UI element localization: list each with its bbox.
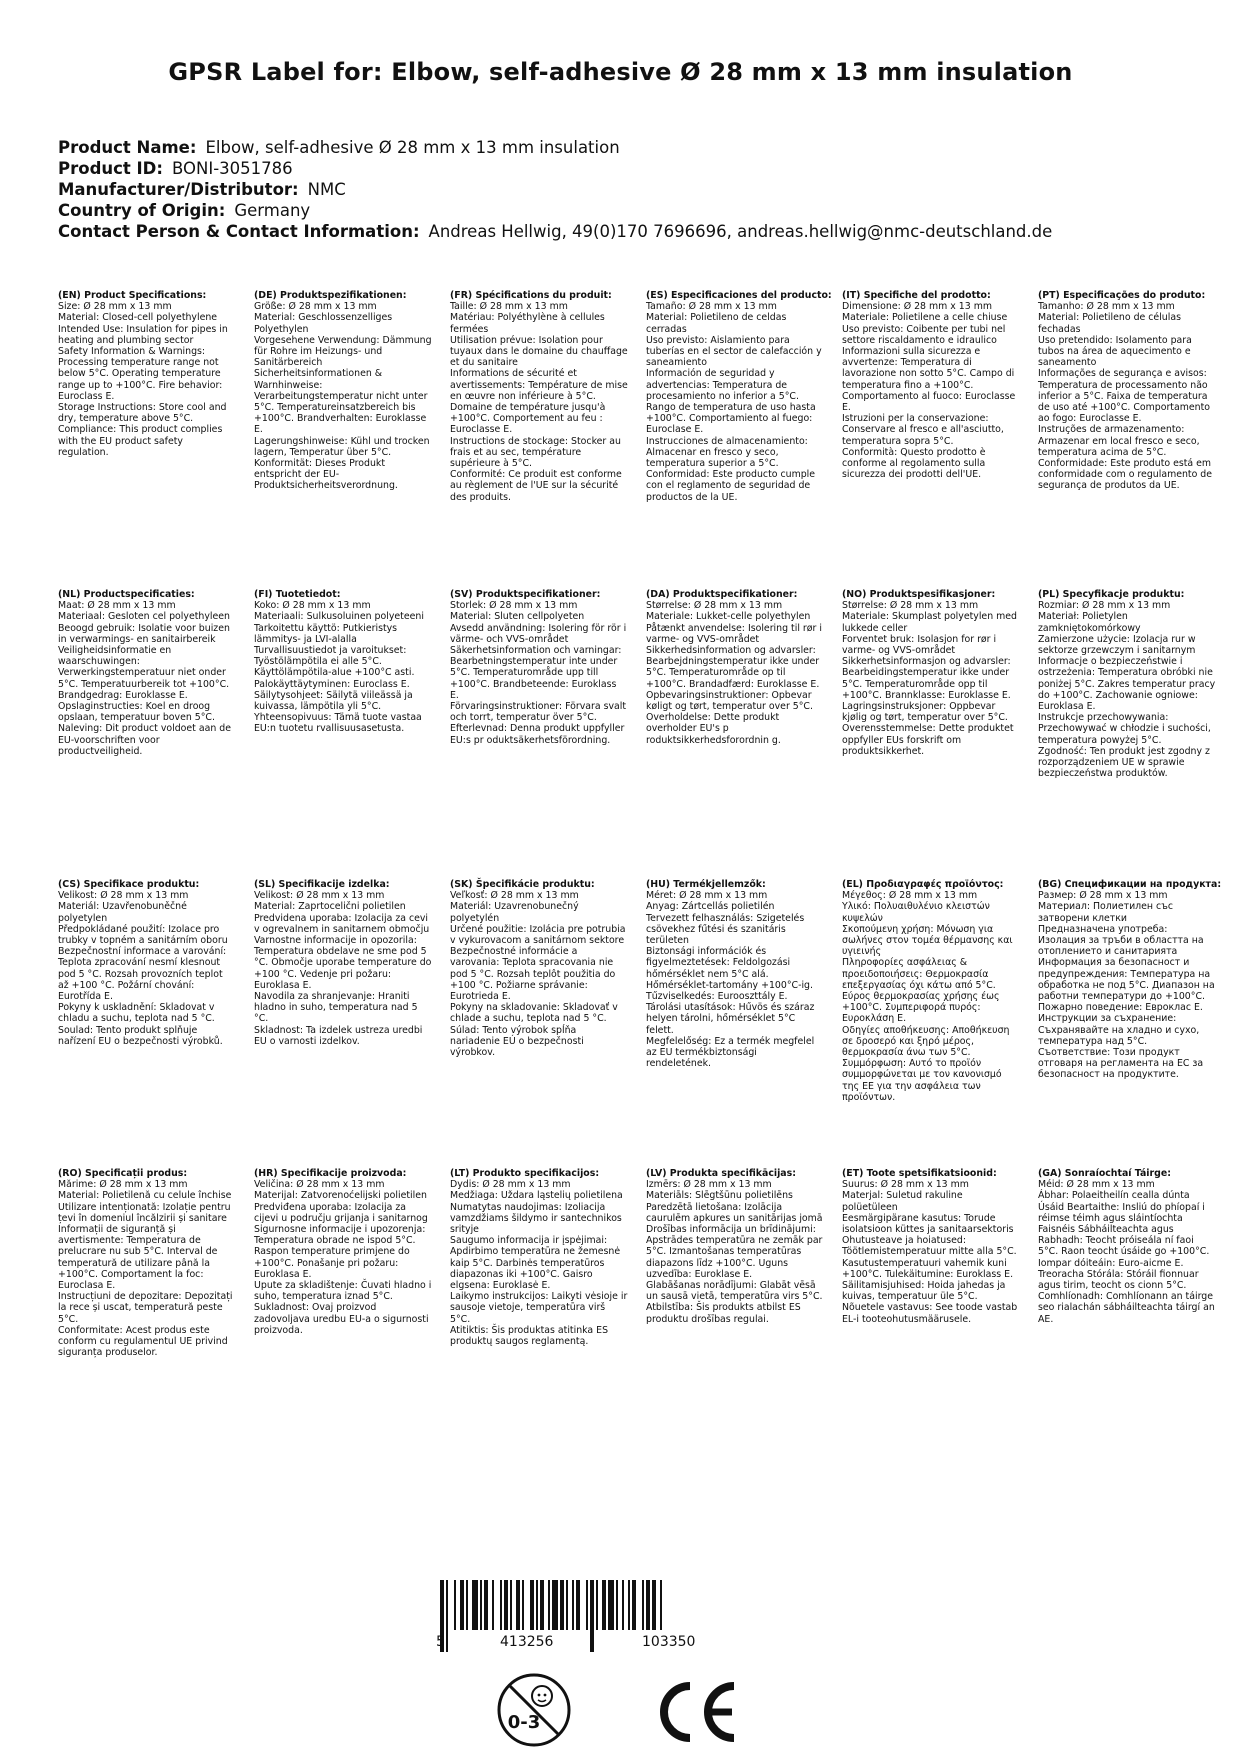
spec-block — [1038, 589, 1216, 779]
spec-line: Material: Polietileno de celdas cerradas — [646, 312, 787, 335]
spec-block — [842, 290, 1020, 480]
spec-line: Velikost: Ø 28 mm x 13 mm — [254, 890, 385, 902]
barcode-bar — [660, 1580, 662, 1630]
spec-block — [646, 1168, 824, 1325]
spec-line: Utilizare intenționată: Izolație pentru țevi în domeniul încălzirii și sanitare — [58, 1201, 231, 1224]
spec-line: Istruzioni per la conservazione: Conservare al fresco e all'asciutto, temperatura sopra 5°C. — [842, 413, 1004, 447]
spec-block-header: (HU) Termékjellemzők: — [646, 879, 766, 890]
spec-line: Uso previsto: Coibente per tubi nel settore riscaldamento e idraulico — [842, 323, 1006, 346]
spec-block — [450, 1168, 628, 1347]
barcode-bar — [572, 1580, 574, 1630]
barcode-bar — [500, 1580, 502, 1630]
spec-line: Sigurnosne informacije i upozorenja: Temperatura obrade ne ispod 5°C. Raspon temperature primjene do +100°C. Ponašanje pri požaru: Euroklasa E. — [254, 1224, 426, 1280]
spec-block-header: (BG) Спецификации на продукта: — [1038, 879, 1222, 890]
spec-block — [842, 879, 1020, 1103]
barcode-image — [430, 1580, 750, 1652]
spec-block-header: (EN) Product Specifications: — [58, 290, 207, 301]
spec-line: Tervezett felhasználás: Szigetelés csövekhez fűtési és szanitáris területen — [646, 912, 805, 947]
barcode-digits-left: 413256 — [500, 1634, 554, 1650]
spec-line: Instrucciones de almacenamiento: Almacenar en fresco y seco, temperatura superior a 5°C. — [646, 435, 808, 470]
spec-line: Conformità: Questo prodotto è conforme al regolamento sulla sicurezza dei prodotti dell'UE. — [842, 446, 986, 481]
spec-line: Súlad: Tento výrobok spĺňa nariadenie EÚ o bezpečnosti výrobkov. — [450, 1024, 584, 1059]
spec-line: Predvidena uporaba: Izolacija za cevi v ogrevalnem in sanitarnem območju — [254, 912, 430, 935]
spec-line: Nõuetele vastavus: See toode vastab EL-i tooteohutusmäärusele. — [842, 1302, 1018, 1325]
spec-line: Maat: Ø 28 mm x 13 mm — [58, 600, 176, 612]
manufacturer-label: Manufacturer/Distributor: — [58, 180, 299, 199]
spec-line: Instrucțiuni de depozitare: Depozitați la rece și uscat, temperatură peste 5°C. — [58, 1291, 233, 1325]
spec-line: Pokyny na skladovanie: Skladovať v chlade a suchu, teplota nad 5 °C. — [450, 1002, 618, 1025]
spec-line: Naleving: Dit product voldoet aan de EU-voorschriften voor productveiligheid. — [58, 723, 231, 757]
spec-line: Информация за безопасност и предупреждения: Температура на обработка не под 5°C. Диапазон на работни температури до +100°C. Пожарно поведение: Евроклас E. — [1038, 957, 1215, 1014]
spec-line: Upute za skladištenje: Čuvati hladno i suho, temperatura iznad 5°C. — [254, 1280, 432, 1303]
spec-block-header: (ET) Toote spetsifikatsioonid: — [842, 1168, 997, 1179]
spec-line: Предназначена употреба: Изолация за тръби в областта на отоплението и санитарията — [1038, 923, 1204, 958]
spec-line: Úsáid Beartaithe: Insliú do phíopaí i réimse téimh agus sláintíochta — [1038, 1201, 1205, 1224]
spec-block-header: (PT) Especificações do produto: — [1038, 290, 1206, 301]
spec-line: Размер: Ø 28 mm x 13 mm — [1038, 890, 1168, 902]
spec-line: Overensstemmelse: Dette produktet oppfyller EUs forskrift om produktsikkerhet. — [842, 723, 1014, 757]
spec-line: Předpokládané použití: Izolace pro trubky v topném a sanitárním oboru — [58, 923, 228, 947]
barcode-bar — [522, 1580, 524, 1630]
spec-block-header: (NL) Productspecificaties: — [58, 589, 195, 600]
barcode-bar — [552, 1580, 558, 1630]
spec-line: Conformitate: Acest produs este conform cu regulamentul UE privind siguranța produselor. — [58, 1324, 228, 1359]
barcode-bar — [652, 1580, 656, 1630]
spec-line: Πληροφορίες ασφάλειας & προειδοποιήσεις: Θερμοκρασία επεξεργασίας όχι κάτω από 5°C. Εύρος θερμοκρασίας χρήσης έως +100°C. Συμπεριφορά πυρός: Ευροκλάση E. — [842, 957, 1000, 1025]
spec-block — [58, 879, 236, 1047]
spec-line: Dydis: Ø 28 mm x 13 mm — [450, 1179, 571, 1191]
spec-line: Lagringsinstruksjoner: Oppbevar kjølig og tørt, temperatur over 5°C. — [842, 701, 1008, 724]
spec-line: Treoracha Stórála: Stóráil fionnuar agus tirim, teocht os cionn 5°C. — [1038, 1268, 1199, 1292]
spec-line: Beoogd gebruik: Isolatie voor buizen in verwarmings- en sanitairbereik — [58, 622, 230, 645]
spec-line: Sikkerhetsinformasjon og advarsler: Bearbeidingstemperatur ikke under 5°C. Temperaturområde opp til +100°C. Brannklasse: Euroklasse E. — [842, 656, 1011, 701]
spec-line: Materiaal: Gesloten cel polyethyleen — [58, 611, 230, 623]
spec-line: Konformität: Dieses Produkt entspricht der EU-Produktsicherheitsverordnung. — [254, 458, 398, 492]
ce-mark-icon — [654, 1680, 738, 1744]
spec-line: Ábhar: Polaeitheilín cealla dúnta — [1038, 1190, 1190, 1202]
spec-line: Materiaali: Sulkusoluinen polyeteeni — [254, 611, 424, 623]
spec-line: Materijal: Zatvorenoćelijski polietilen — [254, 1190, 427, 1202]
spec-line: Vorgesehene Verwendung: Dämmung für Rohre im Heizungs- und Sanitärbereich — [254, 334, 432, 369]
barcode-bar — [642, 1580, 644, 1630]
product-name-row — [58, 137, 1052, 158]
spec-line: Conformité: Ce produit est conforme au règlement de l'UE sur la sécurité des produits. — [450, 469, 622, 503]
spec-block — [1038, 290, 1216, 492]
barcode-bar — [446, 1580, 448, 1652]
spec-line: Tamanho: Ø 28 mm x 13 mm — [1038, 301, 1175, 313]
spec-line: Veličina: Ø 28 mm x 13 mm — [254, 1179, 385, 1191]
barcode-bar — [540, 1580, 544, 1630]
spec-line: Lagerungshinweise: Kühl und trocken lagern, Temperatur über 5°C. — [254, 435, 430, 458]
spec-line: Atbilstība: Šis produkts atbilst ES produktu drošības regulai. — [646, 1302, 801, 1325]
spec-line: Säilitamisjuhised: Hoida jahedas ja kuivas, temperatuur üle 5°C. — [842, 1280, 1006, 1303]
spec-line: Anyag: Zártcellás polietilén — [646, 901, 775, 913]
spec-line: Atitiktis: Šis produktas atitinka ES produktų saugos reglamentą. — [450, 1324, 609, 1348]
spec-block — [254, 589, 432, 735]
barcode-digits-right: 103350 — [642, 1634, 696, 1650]
spec-line: Faisnéis Sábháilteachta agus Rabhadh: Teocht próiseála ní faoi 5°C. Raon teocht úsáide go +100°C. Iompar dóiteáin: Euro-aicme E. — [1038, 1224, 1210, 1269]
barcode-bar — [516, 1580, 520, 1630]
spec-block-header: (EL) Προδιαγραφές προϊόντος: — [842, 879, 1004, 890]
barcode-bar — [628, 1580, 630, 1630]
spec-line: Material: Sluten cellpolyeten — [450, 611, 585, 623]
spec-block-header: (SV) Produktspecifikationer: — [450, 589, 601, 600]
spec-block — [646, 290, 832, 503]
barcode-bar — [608, 1580, 614, 1630]
spec-line: Veľkosť: Ø 28 mm x 13 mm — [450, 890, 579, 902]
spec-line: Tarkoitettu käyttö: Putkieristys lämmitys- ja LVI-alalla — [254, 622, 398, 645]
spec-line: Avsedd användning: Isolering för rör i värme- och VVS-området — [450, 622, 627, 645]
spec-line: Instruções de armazenamento: Armazenar em local fresco e seco, temperatura acima de 5°C. — [1038, 424, 1200, 458]
spec-line: Förvaringsinstruktioner: Förvara svalt och torrt, temperatur över 5°C. — [450, 701, 627, 724]
spec-block — [646, 589, 824, 746]
spec-line: Uso pretendido: Isolamento para tubos na área de aquecimento e saneamento — [1038, 334, 1192, 369]
barcode-bar — [536, 1580, 538, 1630]
spec-line: Materiale: Lukket-celle polyethylen — [646, 611, 811, 623]
spec-line: Μέγεθος: Ø 28 mm x 13 mm — [842, 890, 978, 902]
barcode-bar — [484, 1580, 488, 1630]
spec-line: Zgodność: Ten produkt jest zgodny z rozporządzeniem UE w sprawie bezpieczeństwa produktów. — [1038, 745, 1210, 780]
spec-line: Инструкции за съхранение: Съхранявайте на хладно и сухо, температура над 5°C. — [1038, 1013, 1200, 1047]
product-name-label: Product Name: — [58, 138, 197, 157]
spec-line: Pokyny k uskladnění: Skladovat v chladu a suchu, teplota nad 5 °C. — [58, 1002, 215, 1025]
spec-line: Numatytas naudojimas: Izoliacija vamzdžiams šildymo ir santechnikos srityje — [450, 1201, 622, 1236]
spec-line: Glabāšanas norādījumi: Glabāt vēsā un sausā vietā, temperatūra virs 5°C. — [646, 1280, 823, 1303]
spec-line: Matériau: Polyéthylène à cellules fermées — [450, 312, 605, 335]
spec-line: Συμμόρφωση: Αυτό το προϊόν συμμορφώνεται με τον κανονισμό της ΕΕ για την ασφάλεια των προϊόντων. — [842, 1058, 1002, 1103]
spec-block-header: (ES) Especificaciones del producto: — [646, 290, 832, 301]
spec-block-header: (IT) Specifiche del prodotto: — [842, 290, 991, 301]
spec-line: Sukladnost: Ovaj proizvod zadovoljava uredbu EU-a o sigurnosti proizvoda. — [254, 1302, 429, 1336]
spec-block — [58, 589, 236, 757]
spec-line: Σκοπούμενη χρήση: Μόνωση για σωλήνες στον τομέα θέρμανσης και υγιεινής — [842, 923, 1013, 958]
spec-line: Materiał: Polietylen zamkniętokomórkowy — [1038, 611, 1141, 634]
spec-block-header: (FR) Spécifications du produit: — [450, 290, 612, 301]
barcode-bar — [576, 1580, 580, 1630]
barcode-bar — [480, 1580, 482, 1630]
spec-line: Forventet bruk: Isolasjon for rør i varme- og VVS-området — [842, 633, 997, 657]
spec-line: Mărime: Ø 28 mm x 13 mm — [58, 1179, 188, 1191]
product-id-value: BONI-3051786 — [171, 159, 293, 178]
spec-line: Sicherheitsinformationen & Warnhinweise: Verarbeitungstemperatur nicht unter 5°C. Temperatureinsatzbereich bis +100°C. Brandverhalten: Euroklasse E. — [254, 368, 428, 436]
spec-block — [254, 1168, 432, 1336]
spec-block-header: (LT) Produkto specifikacijos: — [450, 1168, 600, 1179]
age-label: 0-3 — [507, 1712, 541, 1733]
spec-block-header: (GA) Sonraíochtaí Táirge: — [1038, 1168, 1171, 1179]
contact-label: Contact Person & Contact Information: — [58, 222, 420, 241]
age-restriction-icon — [496, 1672, 572, 1748]
spec-block-header: (NO) Produktspesifikasjoner: — [842, 589, 996, 600]
spec-block — [450, 879, 628, 1058]
spec-line: Saugumo informacija ir įspėjimai: Apdirbimo temperatūra ne žemesnė kaip 5°C. Darbinės temperatūros diapazonas iki +100°C. Gaisro elgsena: Euroklasė E. — [450, 1235, 621, 1292]
barcode-bar — [632, 1580, 636, 1630]
spec-line: Material: Zaprtocelični polietilen — [254, 901, 406, 913]
barcode-bar — [590, 1580, 594, 1652]
spec-line: Méret: Ø 28 mm x 13 mm — [646, 890, 768, 902]
manufacturer-value: NMC — [307, 180, 346, 199]
spec-block — [58, 1168, 236, 1358]
spec-line: Størrelse: Ø 28 mm x 13 mm — [842, 600, 979, 612]
barcode-bar — [602, 1580, 606, 1630]
barcode-digit-lead: 5 — [436, 1634, 445, 1650]
spec-line: Υλικό: Πολυαιθυλένιο κλειστών κυψελών — [842, 901, 990, 924]
spec-block — [1038, 879, 1222, 1081]
spec-line: Suurus: Ø 28 mm x 13 mm — [842, 1179, 969, 1191]
spec-line: Veiligheidsinformatie en waarschuwingen: Verwerkingstemperatuur niet onder 5°C. Temperatuurbereik tot +100°C. Brandgedrag: Euroklasse E. — [58, 645, 230, 701]
spec-line: Materjal: Suletud rakuline polüetüleen — [842, 1190, 963, 1213]
barcode-bar — [548, 1580, 550, 1630]
spec-block-header: (HR) Specifikacije proizvoda: — [254, 1168, 407, 1179]
spec-line: Säilytysohjeet: Säilytä viileässä ja kuivassa, lämpötila yli 5°C. — [254, 689, 413, 713]
spec-line: Predviđena uporaba: Izolacija za cijevi u području grijanja i sanitarnog — [254, 1201, 428, 1224]
spec-block — [58, 290, 236, 458]
spec-line: Material: Closed-cell polyethylene — [58, 312, 218, 324]
spec-line: Uso previsto: Aislamiento para tuberías en el sector de calefacción y saneamiento — [646, 334, 822, 369]
barcode-bar — [646, 1580, 650, 1630]
spec-line: Storlek: Ø 28 mm x 13 mm — [450, 600, 578, 612]
barcode-bar — [622, 1580, 624, 1630]
barcode-bar — [596, 1580, 598, 1630]
spec-line: Méid: Ø 28 mm x 13 mm — [1038, 1179, 1155, 1191]
spec-line: Efterlevnad: Denna produkt uppfyller EU:s pr oduktsäkerhetsförordning. — [450, 723, 625, 746]
spec-line: Overholdelse: Dette produkt overholder EU's p roduktsikkerhedsforordnin g. — [646, 712, 781, 746]
spec-line: Opbevaringsinstruktioner: Opbevar køligt og tørt, temperatur over 5°C. — [646, 689, 813, 713]
spec-line: Compliance: This product complies with the EU product safety regulation. — [58, 424, 223, 458]
spec-line: Eesmärgipärane kasutus: Torude isolatsioon küttes ja sanitaarsektoris — [842, 1212, 1014, 1236]
spec-line: Tamaño: Ø 28 mm x 13 mm — [646, 301, 777, 313]
spec-line: Size: Ø 28 mm x 13 mm — [58, 301, 172, 313]
spec-line: Bezpečnostné informácie a varovania: Teplota spracovania nie pod 5 °C. Rozsah teplôt použitia do +100 °C. Požiarne správanie: Eurotrieda E. — [450, 946, 616, 1003]
spec-line: Materiál: Uzavřenobuněčné polyetylen — [58, 901, 187, 924]
spec-block — [254, 879, 432, 1047]
barcode-bar — [466, 1580, 468, 1630]
spec-line: Turvallisuustiedot ja varoitukset: Työstölämpötila ei alle 5°C. Käyttölämpötila-alue +100°C asti. Palokäyttäytyminen: Euroclass E. — [254, 645, 415, 690]
spec-line: Opslaginstructies: Koel en droog opslaan, temperatuur boven 5°C. — [58, 701, 215, 724]
country-label: Country of Origin: — [58, 201, 226, 220]
spec-line: Materiāls: Slēgtšūnu polietilēns — [646, 1190, 793, 1202]
spec-line: Instructions de stockage: Stocker au frais et au sec, température supérieure à 5°C. — [450, 435, 621, 470]
spec-line: Megfelelőség: Ez a termék megfelel az EU termékbiztonsági rendeletének. — [646, 1035, 815, 1070]
spec-block — [1038, 1168, 1216, 1325]
spec-line: Koko: Ø 28 mm x 13 mm — [254, 600, 371, 612]
spec-line: Soulad: Tento produkt splňuje nařízení EU o bezpečnosti výrobků. — [58, 1024, 223, 1047]
spec-line: Informații de siguranță și avertismente: Temperatura de prelucrare nu sub 5°C. Interval de temperatură de utilizare până la +100°C. Comportament la foc: Euroclasa E. — [58, 1224, 218, 1292]
spec-line: Rozmiar: Ø 28 mm x 13 mm — [1038, 600, 1171, 612]
page-title: GPSR Label for: Elbow, self-adhesive Ø 28 mm x 13 mm insulation — [168, 58, 1073, 86]
product-name-value: Elbow, self-adhesive Ø 28 mm x 13 mm insulation — [205, 138, 620, 157]
spec-line: Izmērs: Ø 28 mm x 13 mm — [646, 1179, 772, 1191]
spec-line: Informazioni sulla sicurezza e avvertenze: Temperatura di lavorazione non sotto 5°C. Campo di temperatura fino a +100°C. Comportamento al fuoco: Euroclasse E. — [842, 346, 1016, 414]
spec-line: Säkerhetsinformation och varningar: Bearbetningstemperatur inte under 5°C. Temperaturområde upp till +100°C. Brandbeteende: Euroklass E. — [450, 645, 622, 701]
spec-line: Intended Use: Insulation for pipes in heating and plumbing sector — [58, 323, 228, 346]
spec-line: Biztonsági információk és figyelmeztetések: Feldolgozási hőmérséklet nem 5°C alá. Hőmérséklet-tartomány +100°C-ig. Tűzviselkedés: Eurooszttály E. — [646, 946, 813, 1003]
spec-line: Určené použitie: Izolácia pre potrubia v vykurovacom a sanitárnom sektore — [450, 923, 626, 947]
spec-line: Οδηγίες αποθήκευσης: Αποθήκευση σε δροσερό και ξηρό μέρος, θερμοκρασία άνω των 5°C. — [842, 1024, 1010, 1059]
product-info — [58, 137, 1052, 242]
spec-line: Material: Polietileno de células fechadas — [1038, 312, 1181, 335]
spec-line: Material: Geschlossenzelliges Polyethylen — [254, 312, 393, 335]
barcode-bar — [566, 1580, 568, 1630]
spec-line: Bezpečnostní informace a varování: Teplota zpracování nesmí klesnout pod 5 °C. Rozsah provozních teplot až +100 °C. Požární chování: Eurotřída E. — [58, 946, 227, 1003]
spec-block-header: (DA) Produktspecifikationer: — [646, 589, 798, 600]
spec-block-header: (PL) Specyfikacje produktu: — [1038, 589, 1185, 600]
spec-block — [450, 290, 628, 503]
spec-line: Påtænkt anvendelse: Isolering til rør i varme- og VVS-området — [646, 622, 822, 645]
spec-line: Съответствие: Този продукт отговаря на регламента на ЕС за безопасност на продуктите. — [1038, 1047, 1204, 1081]
spec-line: Materiál: Uzavrenobunečný polyetylén — [450, 901, 579, 924]
spec-line: Instrukcje przechowywania: Przechowywać w chłodzie i suchości, temperatura powyżej 5°C. — [1038, 712, 1211, 746]
spec-line: Dimensione: Ø 28 mm x 13 mm — [842, 301, 992, 313]
spec-line: Yhteensopivuus: Tämä tuote vastaa EU:n tuotetu rvallisuusasetusta. — [254, 712, 422, 735]
contact-row — [58, 221, 1052, 242]
spec-block — [842, 589, 1020, 757]
barcode-bar — [530, 1580, 534, 1630]
spec-block-header: (LV) Produkta specifikācijas: — [646, 1168, 796, 1179]
barcode-bar — [560, 1580, 564, 1630]
spec-line: Conformidad: Este producto cumple con el reglamento de seguridad de productos de la UE. — [646, 469, 816, 503]
spec-line: Información de seguridad y advertencias: Temperatura de procesamiento no inferior a 5°C. Rango de temperatura de uso hasta +100°C. Comportamiento al fuego: Euroclase E. — [646, 368, 816, 436]
spec-block-header: (SL) Specifikacije izdelka: — [254, 879, 390, 890]
spec-block-header: (SK) Špecifikácie produktu: — [450, 879, 595, 890]
spec-line: Material: Polietilenă cu celule închise — [58, 1190, 232, 1202]
country-value: Germany — [234, 201, 311, 220]
spec-block-header: (RO) Specificații produs: — [58, 1168, 188, 1179]
spec-line: Informacje o bezpieczeństwie i ostrzeżenia: Temperatura obróbki nie poniżej 5°C. Zakres temperatur pracy do +100°C. Zachowanie ogniowe: Euroklasa E. — [1038, 656, 1216, 713]
barcode-bar — [510, 1580, 512, 1630]
barcode-bar — [504, 1580, 508, 1630]
spec-line: Материал: Полиетилен със затворени клетки — [1038, 901, 1173, 924]
spec-line: Skladnost: Ta izdelek ustreza uredbi EU o varnosti izdelkov. — [254, 1024, 423, 1047]
barcode-bar — [460, 1580, 464, 1630]
spec-line: Informations de sécurité et avertissements: Température de mise en œuvre non inférieure à 5°C. Domaine de température jusqu'à +100°C. Comportement au feu : Euroclasse E. — [450, 368, 628, 436]
spec-block — [450, 589, 628, 746]
spec-line: Tárolási utasítások: Hűvös és száraz helyen tárolni, hőmérséklet 5°C felett. — [646, 1002, 815, 1036]
barcode-bar — [454, 1580, 456, 1630]
spec-line: Zamierzone użycie: Izolacja rur w sektorze grzewczym i sanitarnym — [1038, 633, 1196, 657]
spec-line: Informações de segurança e avisos: Temperatura de processamento não inferior a 5°C. Faixa de temperatura de uso até +100°C. Comportamento ao fogo: Euroclasse E. — [1038, 368, 1210, 425]
spec-block — [646, 879, 824, 1069]
barcode-bar — [472, 1580, 478, 1630]
country-row — [58, 200, 1052, 221]
spec-block-header: (DE) Produktspezifikationen: — [254, 290, 407, 301]
spec-line: Navodila za shranjevanje: Hraniti hladno in suho, temperatura nad 5 °C. — [254, 991, 418, 1025]
manufacturer-row — [58, 179, 1052, 200]
product-id-label: Product ID: — [58, 159, 163, 178]
spec-block-header: (FI) Tuotetiedot: — [254, 589, 341, 600]
spec-line: Størrelse: Ø 28 mm x 13 mm — [646, 600, 783, 612]
barcode-bar — [616, 1580, 618, 1630]
spec-line: Drošības informācija un brīdinājumi: Apstrādes temperatūra ne zemāk par 5°C. Izmantošanas temperatūras diapazons līdz +100°C. Uguns uzvedība: Euroklase E. — [646, 1224, 823, 1280]
spec-line: Comhlíonadh: Comhlíonann an táirge seo rialachán sábháilteachta táirgí an AE. — [1038, 1291, 1215, 1325]
spec-line: Laikymo instrukcijos: Laikyti vėsioje ir sausoje vietoje, temperatūra virš 5°C. — [450, 1291, 628, 1325]
contact-value: Andreas Hellwig, 49(0)170 7696696, andreas.hellwig@nmc-deutschland.de — [428, 222, 1053, 241]
spec-line: Taille: Ø 28 mm x 13 mm — [450, 301, 568, 313]
spec-line: Storage Instructions: Store cool and dry, temperature above 5°C. — [58, 402, 227, 425]
spec-line: Paredzētā lietošana: Izolācija caurulēm apkures un sanitārijas jomā — [646, 1201, 823, 1224]
barcode-bar — [586, 1580, 588, 1630]
spec-line: Sikkerhedsinformation og advarsler: Bearbejdningstemperatur ikke under 5°C. Temperaturområde op til +100°C. Brandadfærd: Euroklasse E. — [646, 645, 820, 690]
spec-line: Medžiaga: Uždara ląstelių polietilena — [450, 1190, 623, 1202]
spec-block-header: (CS) Specifikace produktu: — [58, 879, 200, 890]
spec-block — [254, 290, 432, 492]
spec-block — [842, 1168, 1020, 1325]
spec-line: Materiale: Skumplast polyetylen med lukkede celler — [842, 611, 1017, 634]
spec-line: Velikost: Ø 28 mm x 13 mm — [58, 890, 189, 902]
spec-line: Ohutusteave ja hoiatused: Töötlemistemperatuur mitte alla 5°C. Kasutustemperatuuri vahemik kuni +100°C. Tulekäitumine: Euroklass E. — [842, 1235, 1017, 1280]
spec-line: Safety Information & Warnings: Processing temperature range not below 5°C. Operating temperature range up to +100°C. Fire behavior: Euroclass E. — [58, 346, 223, 402]
spec-line: Größe: Ø 28 mm x 13 mm — [254, 301, 377, 313]
spec-line: Conformidade: Este produto está em conformidade com o regulamento de segurança de produtos da UE. — [1038, 458, 1213, 492]
spec-line: Utilisation prévue: Isolation pour tuyaux dans le domaine du chauffage et du sanitaire — [450, 334, 628, 369]
barcode-bar — [492, 1580, 494, 1630]
spec-line: Materiale: Polietilene a celle chiuse — [842, 312, 1008, 324]
spec-line: Varnostne informacije in opozorila: Temperatura obdelave ne sme pod 5 °C. Območje uporabe temperature do +100 °C. Vedenje pri požaru: Euroklasa E. — [254, 935, 432, 991]
product-id-row — [58, 158, 1052, 179]
